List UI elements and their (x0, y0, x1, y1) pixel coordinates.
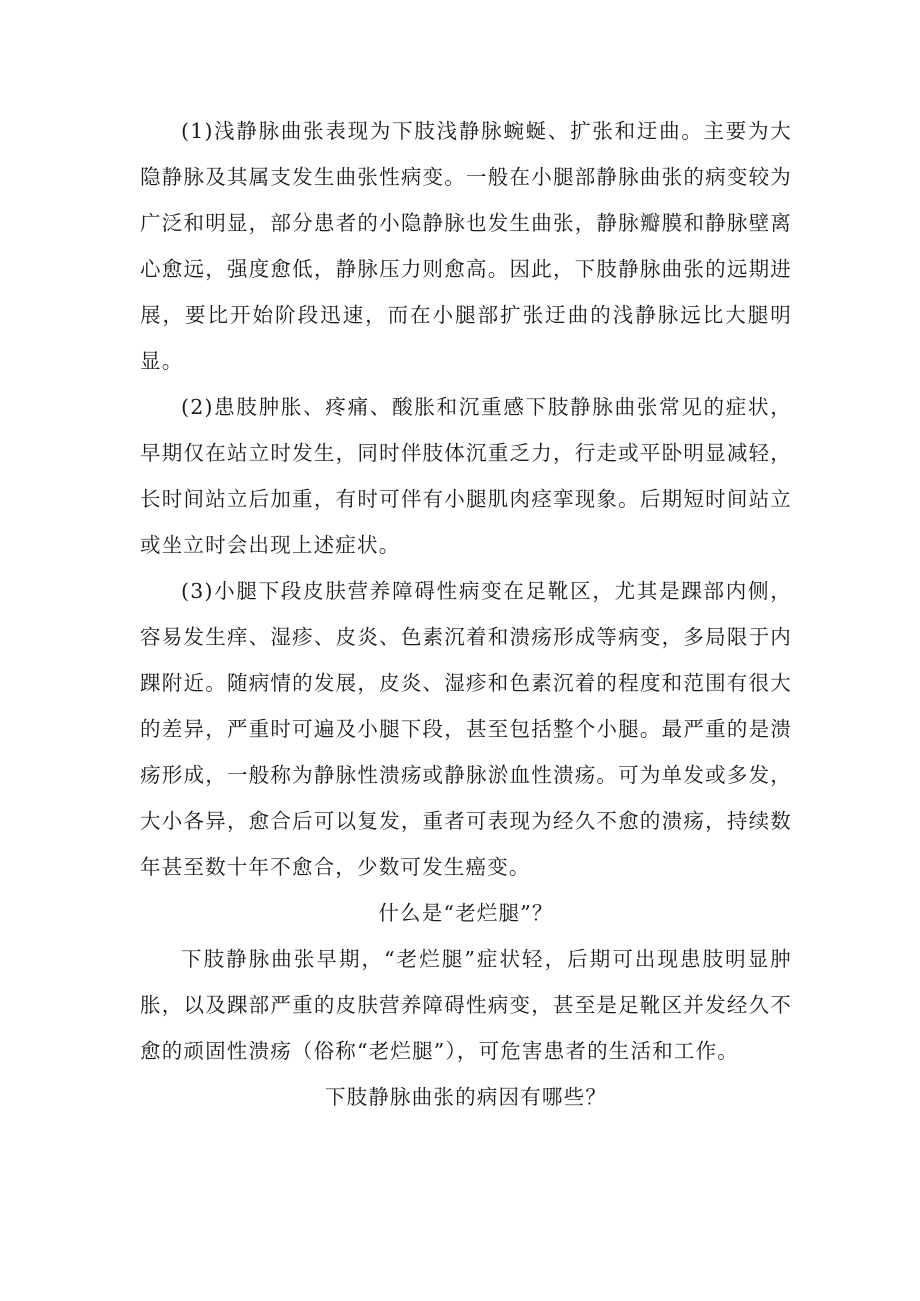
section-heading-causes: 下肢静脉曲张的病因有哪些？ (324, 1085, 608, 1109)
paragraph-old-rotten-leg: 下肢静脉曲张早期，“老烂腿”症状轻，后期可出现患肢明显肿胀，以及踝部严重的皮肤营养障碍性病变，甚至是足靴区并发经久不愈的顽固性溃疡（俗称“老烂腿”），可危害患者的生活和工作。 (140, 947, 792, 1063)
paragraph-skin-nutrition-disorder: (3)小腿下段皮肤营养障碍性病变在足靴区，尤其是踝部内侧，容易发生痒、湿疹、皮炎、色素沉着和溃疡形成等病变，多局限于内踝附近。随病情的发展，皮炎、湿疹和色素沉着的程度和范围有很大的差异，严重时可遍及小腿下段，甚至包括整个小腿。最严重的是溃疡形成，一般称为静脉性溃疡或静脉淤血性溃疡。可为单发或多发，大小各异，愈合后可以复发，重者可表现为经久不愈的溃疡，持续数年甚至数十年不愈合，少数可发生癌变。 (140, 579, 792, 879)
section-heading-old-rotten-leg: 什么是“老烂腿”？ (378, 901, 554, 925)
paragraph-superficial-varicose-veins: (1)浅静脉曲张表现为下肢浅静脉蜿蜒、扩张和迂曲。主要为大隐静脉及其属支发生曲张性病变。一般在小腿部静脉曲张的病变较为广泛和明显，部分患者的小隐静脉也发生曲张，静脉瓣膜和静脉壁离心愈远，强度愈低，静脉压力则愈高。因此，下肢静脉曲张的远期进展，要比开始阶段迅速，而在小腿部扩张迂曲的浅静脉远比大腿明显。 (140, 119, 792, 373)
paragraph-limb-swelling-pain: (2)患肢肿胀、疼痛、酸胀和沉重感下肢静脉曲张常见的症状，早期仅在站立时发生，同时伴肢体沉重乏力，行走或平卧明显减轻，长时间站立后加重，有时可伴有小腿肌肉痉挛现象。后期短时间站立或坐立时会出现上述症状。 (140, 395, 792, 557)
document-body (140, 108, 792, 1120)
